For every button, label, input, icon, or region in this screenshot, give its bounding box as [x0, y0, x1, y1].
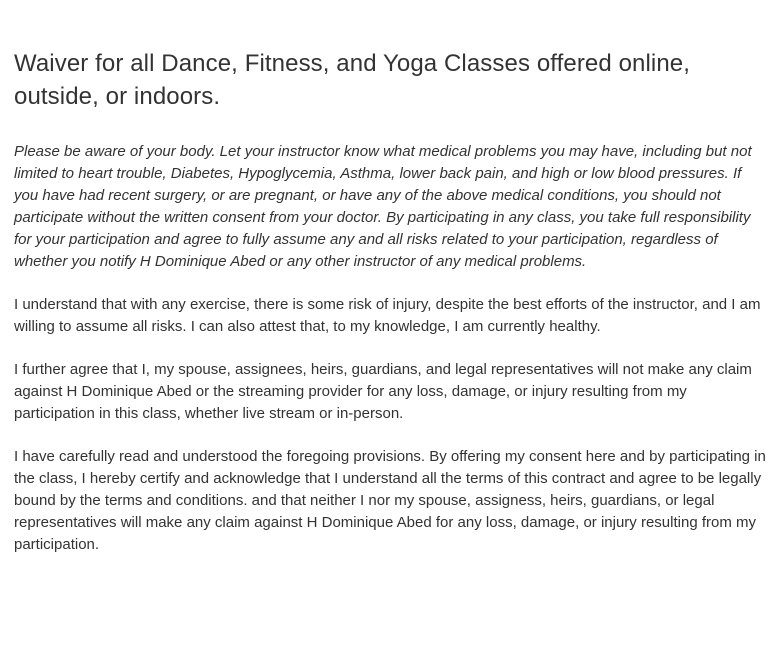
page-title: Waiver for all Dance, Fitness, and Yoga Classes offered online, outside, or indoors. [14, 50, 691, 110]
paragraph-medical-notice: Please be aware of your body. Let your instructor know what medical problems you may have, including but not limited to heart trouble, Diabetes, Hypoglycemia, Asthma, lower back pain, and high or low blood pressures. If you have had recent surgery, or are pregnant, or have any of the above medical conditions, you should not participate without the written consent from your doctor. By participating in any class, you take full responsibility for your participation and agree to fully assume any and all risks related to your participation, regardless of whether you notify H Dominique Abed or any other instructor of any medical problems. [14, 143, 752, 270]
paragraph-risk-acknowledgement: I understand that with any exercise, there is some risk of injury, despite the best efforts of the instructor, and I am willing to assume all risks. I can also attest that, to my knowledge, I am currently healthy. [14, 296, 761, 335]
paragraph-no-claim-agreement: I further agree that I, my spouse, assignees, heirs, guardians, and legal representatives will not make any claim against H Dominique Abed or the streaming provider for any loss, damage, or injury resulting from my participation in this class, whether live stream or in-person. [14, 361, 752, 422]
paragraph-consent-certification: I have carefully read and understood the foregoing provisions. By offering my consent here and by participating in the class, I hereby certify and acknowledge that I understand all the terms of this contract and agree to be legally bound by the terms and conditions. and that neither I nor my spouse, assigness, heirs, guardians, or legal representatives will make any claim against H Dominique Abed for any loss, damage, or injury resulting from my participation. [14, 448, 766, 553]
